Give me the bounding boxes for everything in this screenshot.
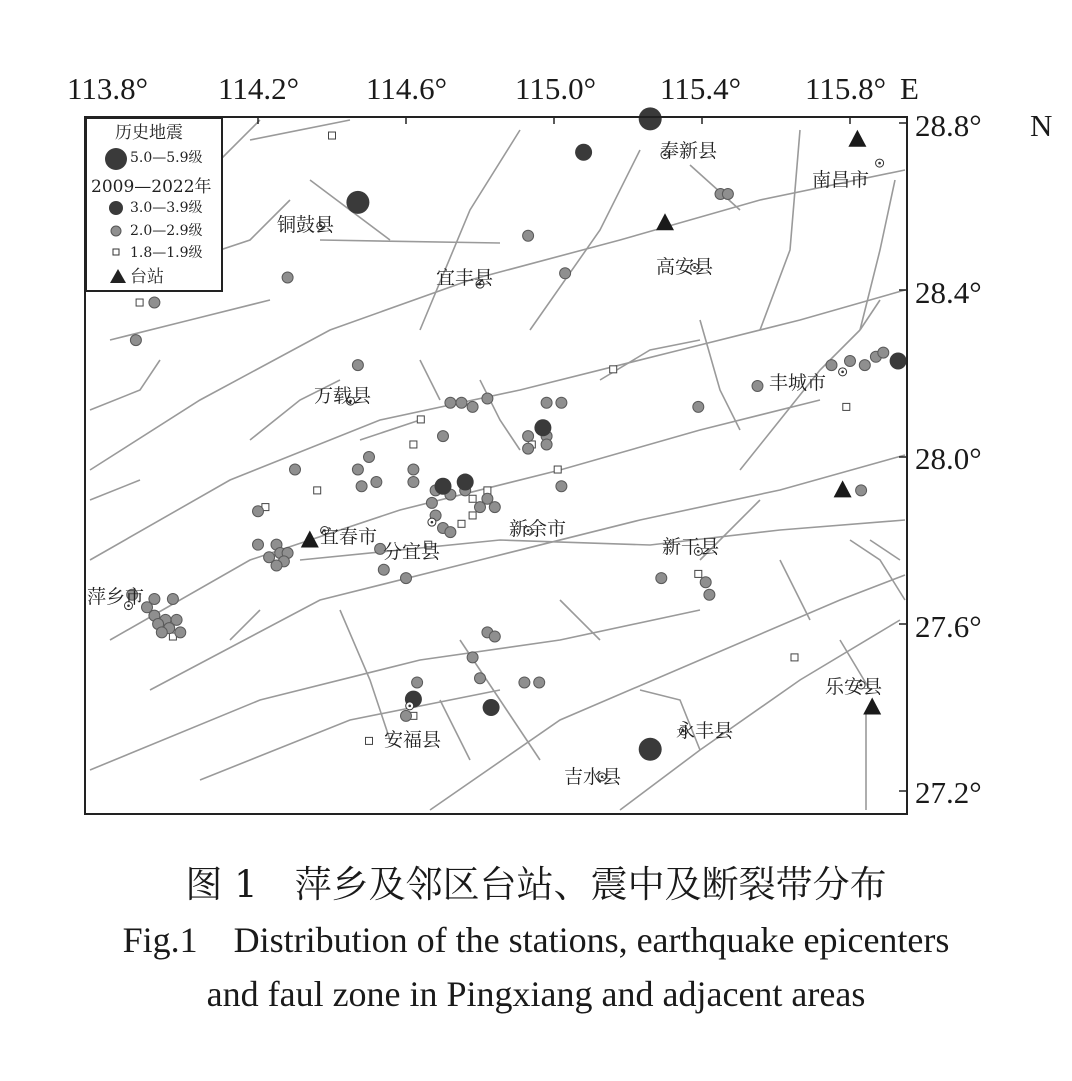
city-marker-dot	[408, 705, 411, 708]
medium-epicenter	[438, 431, 449, 442]
small-epicenter	[136, 299, 143, 306]
medium-epicenter	[859, 360, 870, 371]
historical-epicenter	[639, 738, 662, 761]
medium-epicenter	[700, 577, 711, 588]
medium-epicenter	[878, 347, 889, 358]
station-triangle-icon	[863, 698, 881, 715]
medium-epicenter	[364, 452, 375, 463]
legend-historical-symbol	[105, 148, 127, 170]
fault-line	[860, 180, 895, 330]
small-epicenter	[843, 403, 850, 410]
small-epicenter	[329, 132, 336, 139]
city-marker-dot	[878, 162, 881, 165]
medium-epicenter	[352, 360, 363, 371]
lat-tick-label: 28.8°	[915, 108, 982, 143]
medium-epicenter	[401, 573, 412, 584]
place-label: 永丰县	[676, 720, 734, 742]
fault-line	[200, 690, 500, 780]
medium-epicenter	[523, 431, 534, 442]
place-label: 乐安县	[825, 676, 883, 698]
fault-line	[360, 420, 420, 440]
place-label: 安福县	[384, 729, 442, 751]
medium-epicenter	[541, 439, 552, 450]
medium-epicenter	[371, 477, 382, 488]
medium-epicenter	[693, 401, 704, 412]
medium-epicenter	[556, 481, 567, 492]
figure-caption-en-line1: Fig.1 Distribution of the stations, earthquake epicenters	[122, 920, 950, 960]
medium-epicenter	[752, 381, 763, 392]
medium-epicenter	[523, 230, 534, 241]
large-epicenter	[435, 478, 452, 495]
fault-line	[420, 360, 440, 400]
small-epicenter	[366, 737, 373, 744]
fault-line	[230, 610, 260, 640]
station-triangle-icon	[834, 480, 852, 497]
medium-epicenter	[290, 464, 301, 475]
legend-large-item: 3.0—3.9级	[130, 200, 203, 216]
place-label: 新干县	[662, 536, 720, 558]
medium-epicenter	[156, 627, 167, 638]
legend-mid-symbol	[111, 226, 121, 236]
large-epicenter	[890, 352, 907, 369]
legend-hist-title: 历史地震	[115, 123, 183, 143]
place-label: 宜丰县	[436, 267, 494, 289]
large-epicenter	[457, 474, 474, 491]
medium-epicenter	[167, 593, 178, 604]
lat-tick-label: 27.2°	[915, 775, 982, 810]
legend-small-item: 1.8—1.9级	[130, 245, 203, 261]
legend-small-symbol	[113, 249, 119, 255]
medium-epicenter	[408, 464, 419, 475]
fault-line	[530, 150, 640, 330]
fault-line	[90, 480, 140, 500]
medium-epicenter	[253, 506, 264, 517]
medium-epicenter	[445, 397, 456, 408]
lon-tick-label: 115.0°	[515, 71, 596, 106]
medium-epicenter	[541, 397, 552, 408]
fault-line	[690, 165, 740, 210]
axis-ticks	[110, 117, 907, 791]
small-epicenter	[610, 366, 617, 373]
place-label: 南昌市	[812, 169, 870, 191]
fault-line	[600, 340, 700, 380]
historical-epicenter	[639, 107, 662, 130]
medium-epicenter	[482, 393, 493, 404]
medium-epicenter	[489, 631, 500, 642]
medium-epicenter	[356, 481, 367, 492]
small-epicenter	[554, 466, 561, 473]
fault-line	[760, 130, 800, 330]
lon-tick-label: 114.2°	[218, 71, 299, 106]
medium-epicenter	[489, 502, 500, 513]
place-label: 高安县	[656, 256, 714, 278]
historical-epicenter	[346, 191, 369, 214]
medium-epicenter	[412, 677, 423, 688]
medium-epicenter	[826, 360, 837, 371]
place-label: 吉水县	[564, 766, 622, 788]
medium-epicenter	[704, 589, 715, 600]
city-marker-dot	[431, 521, 434, 524]
small-epicenter	[458, 520, 465, 527]
medium-epicenter	[475, 673, 486, 684]
medium-epicenter	[656, 573, 667, 584]
legend-hist-item: 5.0—5.9级	[130, 150, 203, 166]
small-epicenter	[695, 570, 702, 577]
lon-tick-label: 113.8°	[67, 71, 148, 106]
medium-epicenter	[556, 397, 567, 408]
fault-line	[90, 290, 905, 563]
large-epicenter	[534, 419, 551, 436]
fault-line	[780, 560, 810, 620]
station-triangle-icon	[848, 130, 866, 147]
lat-tick-label: 28.0°	[915, 441, 982, 476]
medium-epicenter	[467, 652, 478, 663]
legend-recent-title: 2009—2022年	[91, 177, 212, 197]
place-label: 万载县	[314, 385, 372, 407]
medium-epicenter	[445, 527, 456, 538]
station-triangle-icon	[301, 531, 319, 548]
legend-large-symbol	[109, 201, 123, 215]
legend-station-label: 台站	[130, 267, 164, 287]
lon-tick-label: 115.8°	[805, 71, 886, 106]
small-epicenter	[417, 416, 424, 423]
medium-epicenter	[560, 268, 571, 279]
medium-epicenter	[378, 564, 389, 575]
small-epicenter	[469, 495, 476, 502]
city-marker-dot	[841, 371, 844, 374]
fault-line	[420, 130, 520, 330]
medium-epicenter	[534, 677, 545, 688]
medium-epicenter	[722, 188, 733, 199]
medium-epicenter	[408, 477, 419, 488]
fault-line	[620, 620, 900, 810]
medium-epicenter	[519, 677, 530, 688]
medium-epicenter	[271, 560, 282, 571]
fault-line	[740, 330, 860, 470]
lon-unit-label: E	[900, 71, 919, 106]
legend-mid-item: 2.0—2.9级	[130, 223, 203, 239]
place-label: 奉新县	[660, 140, 718, 162]
fault-line	[90, 360, 160, 410]
medium-epicenter	[352, 464, 363, 475]
lat-tick-label: 28.4°	[915, 275, 982, 310]
fault-line	[320, 240, 500, 243]
medium-epicenter	[130, 335, 141, 346]
lat-tick-label: 27.6°	[915, 609, 982, 644]
medium-epicenter	[523, 443, 534, 454]
medium-epicenter	[467, 401, 478, 412]
large-epicenter	[483, 699, 500, 716]
map-legend	[85, 117, 223, 292]
small-epicenter	[314, 487, 321, 494]
legend-station-symbol	[110, 269, 126, 283]
medium-epicenter	[175, 627, 186, 638]
lon-tick-label: 114.6°	[366, 71, 447, 106]
small-epicenter	[469, 512, 476, 519]
place-label: 铜鼓县	[277, 214, 335, 236]
place-label: 宜春市	[320, 526, 378, 548]
medium-epicenter	[456, 397, 467, 408]
figure-caption-en-line2: and faul zone in Pingxiang and adjacent areas	[206, 974, 866, 1014]
medium-epicenter	[856, 485, 867, 496]
figure-caption-cn: 图 1 萍乡及邻区台站、震中及断裂带分布	[185, 863, 887, 906]
small-epicenter	[791, 654, 798, 661]
fault-line	[560, 600, 600, 640]
fault-line	[440, 700, 470, 760]
medium-epicenter	[426, 497, 437, 508]
fault-line	[110, 300, 270, 340]
place-label: 丰城市	[769, 372, 827, 394]
small-epicenter	[410, 441, 417, 448]
place-label: 新余市	[509, 518, 567, 540]
large-epicenter	[575, 144, 592, 161]
fault-line	[850, 540, 905, 600]
medium-epicenter	[401, 710, 412, 721]
lat-unit-label: N	[1030, 108, 1053, 143]
lon-tick-label: 115.4°	[660, 71, 741, 106]
place-label: 分宜县	[383, 541, 441, 563]
place-label: 萍乡市	[87, 586, 145, 608]
medium-epicenter	[149, 297, 160, 308]
station-triangle-icon	[656, 213, 674, 230]
medium-epicenter	[253, 539, 264, 550]
medium-epicenter	[845, 355, 856, 366]
medium-epicenter	[282, 272, 293, 283]
